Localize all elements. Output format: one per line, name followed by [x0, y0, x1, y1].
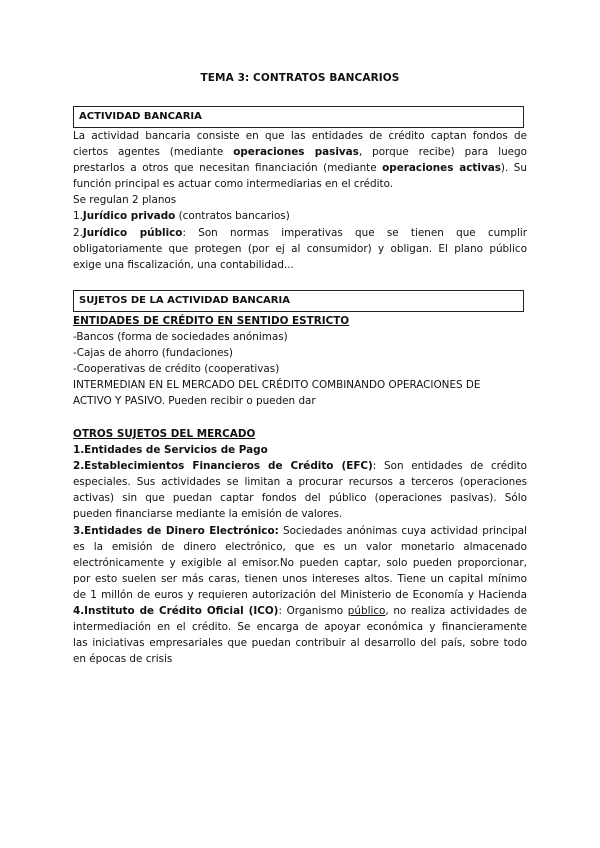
plane-2-line-3: exige una fiscalización, una contabilidad...	[73, 258, 294, 271]
subheader-entidades-credito: ENTIDADES DE CRÉDITO EN SENTIDO ESTRICTO	[73, 315, 350, 327]
section2-body	[73, 313, 527, 410]
section-header-sujetos: SUJETOS DE LA ACTIVIDAD BANCARIA	[73, 290, 524, 312]
plane-1: 1.Jurídico privado (contratos bancarios)	[73, 210, 290, 223]
page-title: TEMA 3: CONTRATOS BANCARIOS	[200, 72, 400, 84]
entity-3-line-5: de 1 millón de euros y requieren autorización del Ministerio de Economía y Hacienda	[73, 588, 527, 601]
intro-line-3: prestarlos a otros que necesitan financiación (mediante operaciones activas). Su	[73, 162, 527, 175]
intro-line-2: ciertos agentes (mediante operaciones pasivas, porque recibe) para luego	[73, 146, 527, 159]
note-line-2: ACTIVO Y PASIVO. Pueden recibir o pueden dar	[73, 395, 316, 408]
entity-4-line-4: en épocas de crisis	[73, 653, 173, 666]
subheader-otros-sujetos: OTROS SUJETOS DEL MERCADO	[73, 428, 256, 440]
link-publico: público	[347, 605, 386, 618]
list-item: -Cooperativas de crédito (cooperativas)	[73, 363, 280, 376]
entity-4-line-3: las iniciativas empresariales que puedan contribuir al desarrollo del país, sobre todo	[73, 637, 527, 650]
entity-2-line-2: especiales. Sus actividades se limitan a procurar recursos a terceros (operaciones	[73, 476, 527, 489]
entity-3-line-1: 3.Entidades de Dinero Electrónico: Sociedades anónimas cuya actividad principal	[73, 524, 527, 537]
note-line-1: INTERMEDIAN EN EL MERCADO DEL CRÉDITO COMBINANDO OPERACIONES DE	[73, 379, 481, 392]
entity-4-line-2: intermediación en el crédito. Se encarga de apoyar económica y financieramente	[73, 621, 527, 634]
planes-line: Se regulan 2 planos	[73, 194, 177, 207]
plane-2-line-2: obligatoriamente que protegen (por ej al consumidor) y obligan. El plano público	[73, 242, 527, 255]
section1-intro	[73, 128, 527, 273]
section3-body	[73, 426, 527, 667]
section-header-actividad-bancaria: ACTIVIDAD BANCARIA	[73, 106, 524, 128]
intro-line-1: La actividad bancaria consiste en que las entidades de crédito captan fondos de	[73, 130, 527, 142]
plane-2-line-1: 2.Jurídico público: Son normas imperativas que se tienen que cumplir	[73, 226, 527, 239]
list-item: -Bancos (forma de sociedades anónimas)	[73, 331, 288, 344]
intro-line-4: función principal es actuar como intermediarias en el crédito.	[73, 178, 394, 191]
entity-2-line-1: 2.Establecimientos Financieros de Crédito (EFC): Son entidades de crédito	[73, 460, 527, 473]
entity-4-line-1: 4.Instituto de Crédito Oficial (ICO): Organismo público, no realiza actividades de	[73, 605, 527, 618]
entity-3-line-4: por esto suelen ser más caras, tienen unos intereses altos. Tiene un capital mínimo	[73, 572, 527, 585]
list-item: -Cajas de ahorro (fundaciones)	[73, 347, 233, 360]
entity-2-line-3: activas) sin que puedan captar fondos del público (operaciones pasivas). Sólo	[73, 492, 527, 505]
entity-1: 1.Entidades de Servicios de Pago	[73, 444, 268, 457]
entity-3-line-3: electrónicamente y exigible al emisor.No pueden captar, solo pueden proporcionar,	[73, 556, 527, 569]
entity-3-line-2: es la emisión de dinero electrónico, que es un valor monetario almacenado	[73, 540, 527, 553]
entity-2-line-4: pueden financiarse mediante la emisión de valores.	[73, 508, 343, 521]
